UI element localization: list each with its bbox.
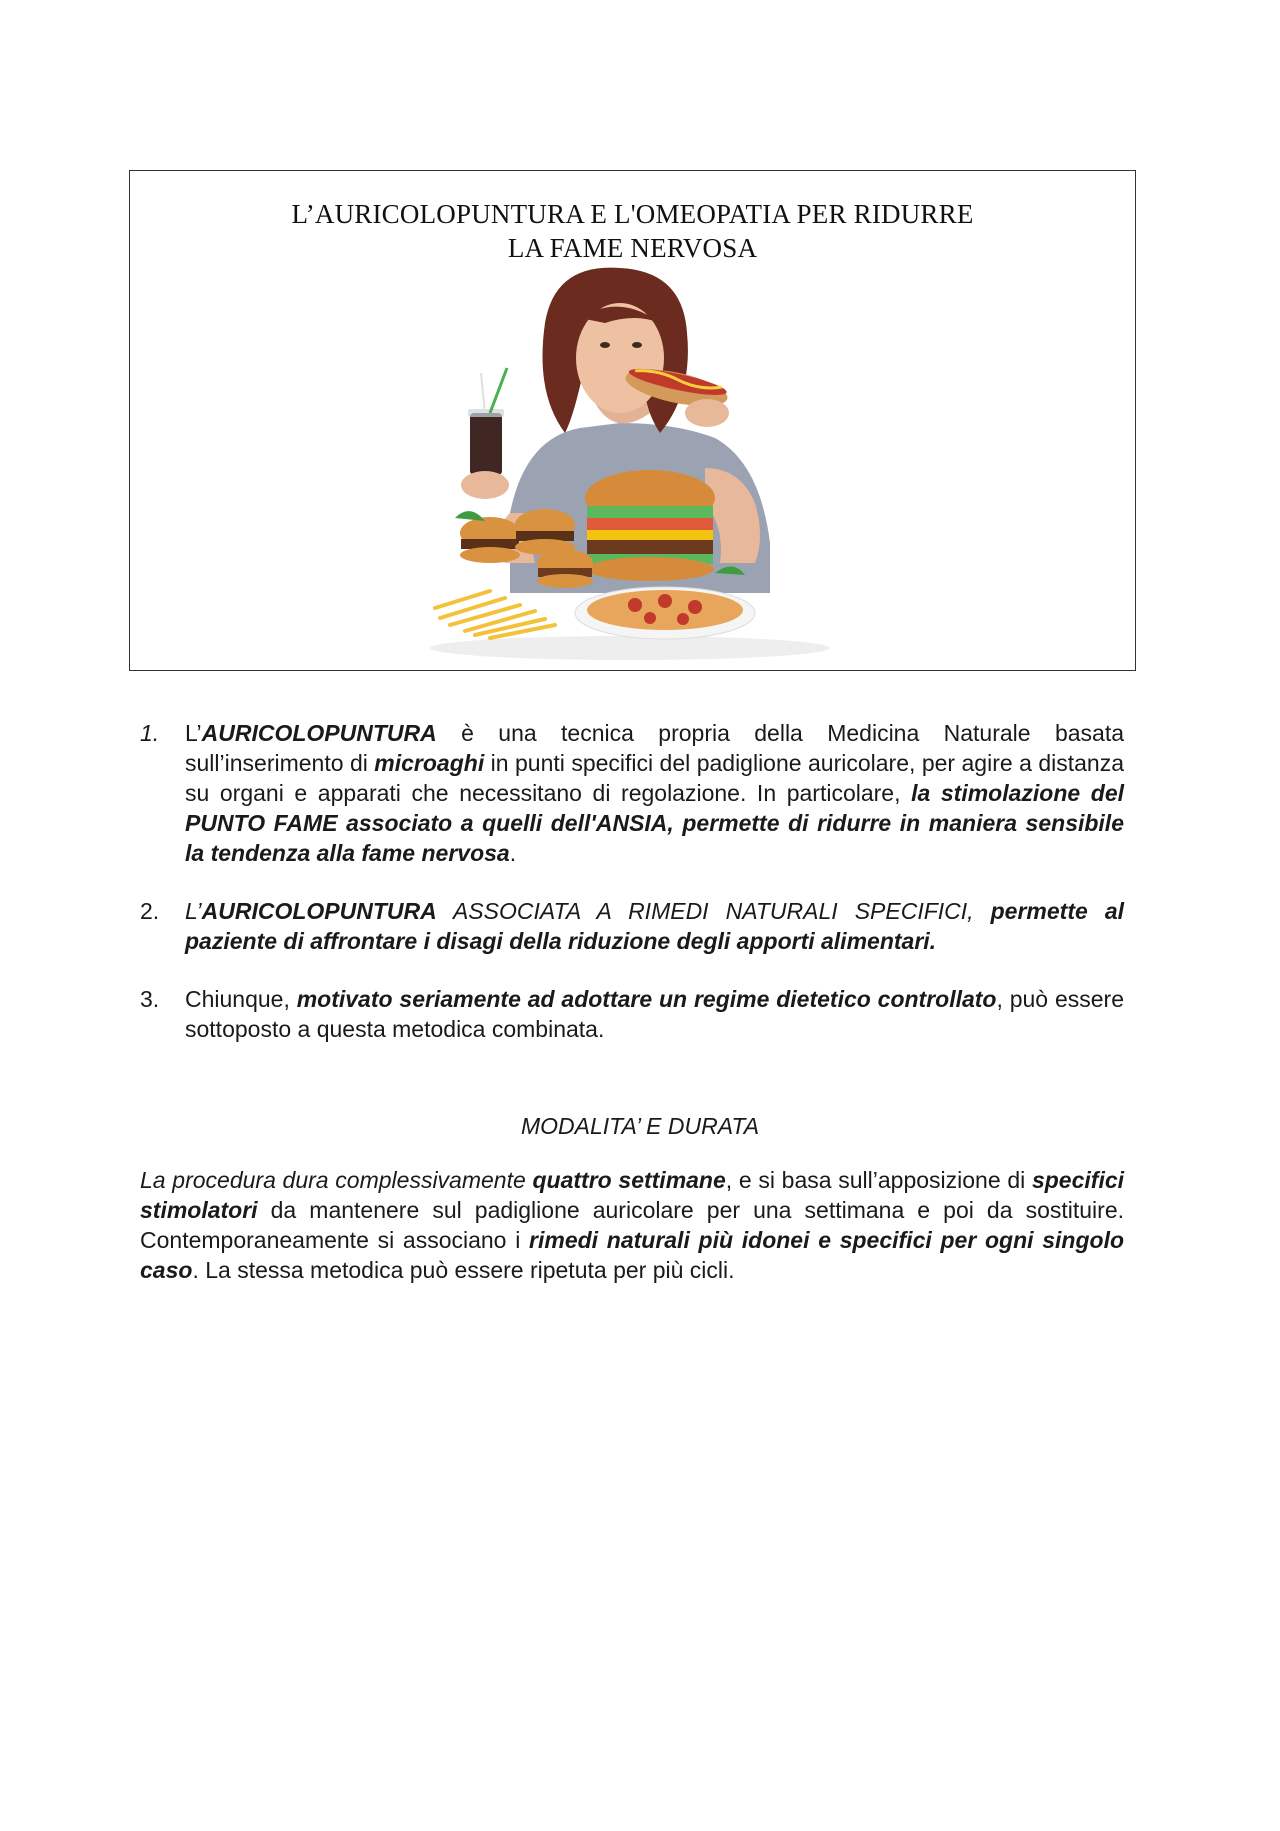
list-item-text: Chiunque, motivato seriamente ad adottare un regime dietetico controllato, può essere sottoposto a questa metodica combinata. (185, 986, 1124, 1042)
title-line-1: L’AURICOLOPUNTURA E L'OMEOPATIA PER RIDURRE (291, 199, 974, 229)
list-number: 1. (140, 720, 160, 746)
section-heading: MODALITA’ E DURATA (520, 1113, 760, 1139)
list-number: 2. (140, 898, 160, 924)
list-item (134, 718, 1124, 868)
list-item-text: L’AURICOLOPUNTURA è una tecnica propria della Medicina Naturale basata sull’inserimento di microaghi in punti specifici del padiglione auricolare, per agire a distanza su organi e apparati che necessitano di regolazione. In particolare, la stimolazione del PUNTO FAME associato a quelli dell'ANSIA, permette di ridurre in maniera sensibile la tendenza alla fame nervosa. (185, 720, 1124, 866)
section-paragraph: La procedura dura complessivamente quattro settimane, e si basa sull’apposizione di specifici stimolatori da mantenere sul padiglione auricolare per una settimana e poi da sostituire. Contemporaneamente si associano i rimedi naturali più idonei e specifici per ogni singolo caso. La stessa metodica può essere ripetuta per più cicli. (140, 1167, 1125, 1283)
list-item (134, 984, 1124, 1044)
list-item-text: L’AURICOLOPUNTURA ASSOCIATA A RIMEDI NATURALI SPECIFICI, permette al paziente di affrontare i disagi della riduzione degli apporti alimentari. (185, 898, 1125, 954)
page-title (130, 197, 1135, 265)
list-item (134, 896, 1124, 956)
woman-eating-junk-food-illustration (415, 263, 845, 663)
title-line-2: LA FAME NERVOSA (507, 233, 758, 263)
header-box (129, 170, 1136, 671)
numbered-list (134, 718, 1124, 1072)
list-number: 3. (140, 986, 160, 1012)
